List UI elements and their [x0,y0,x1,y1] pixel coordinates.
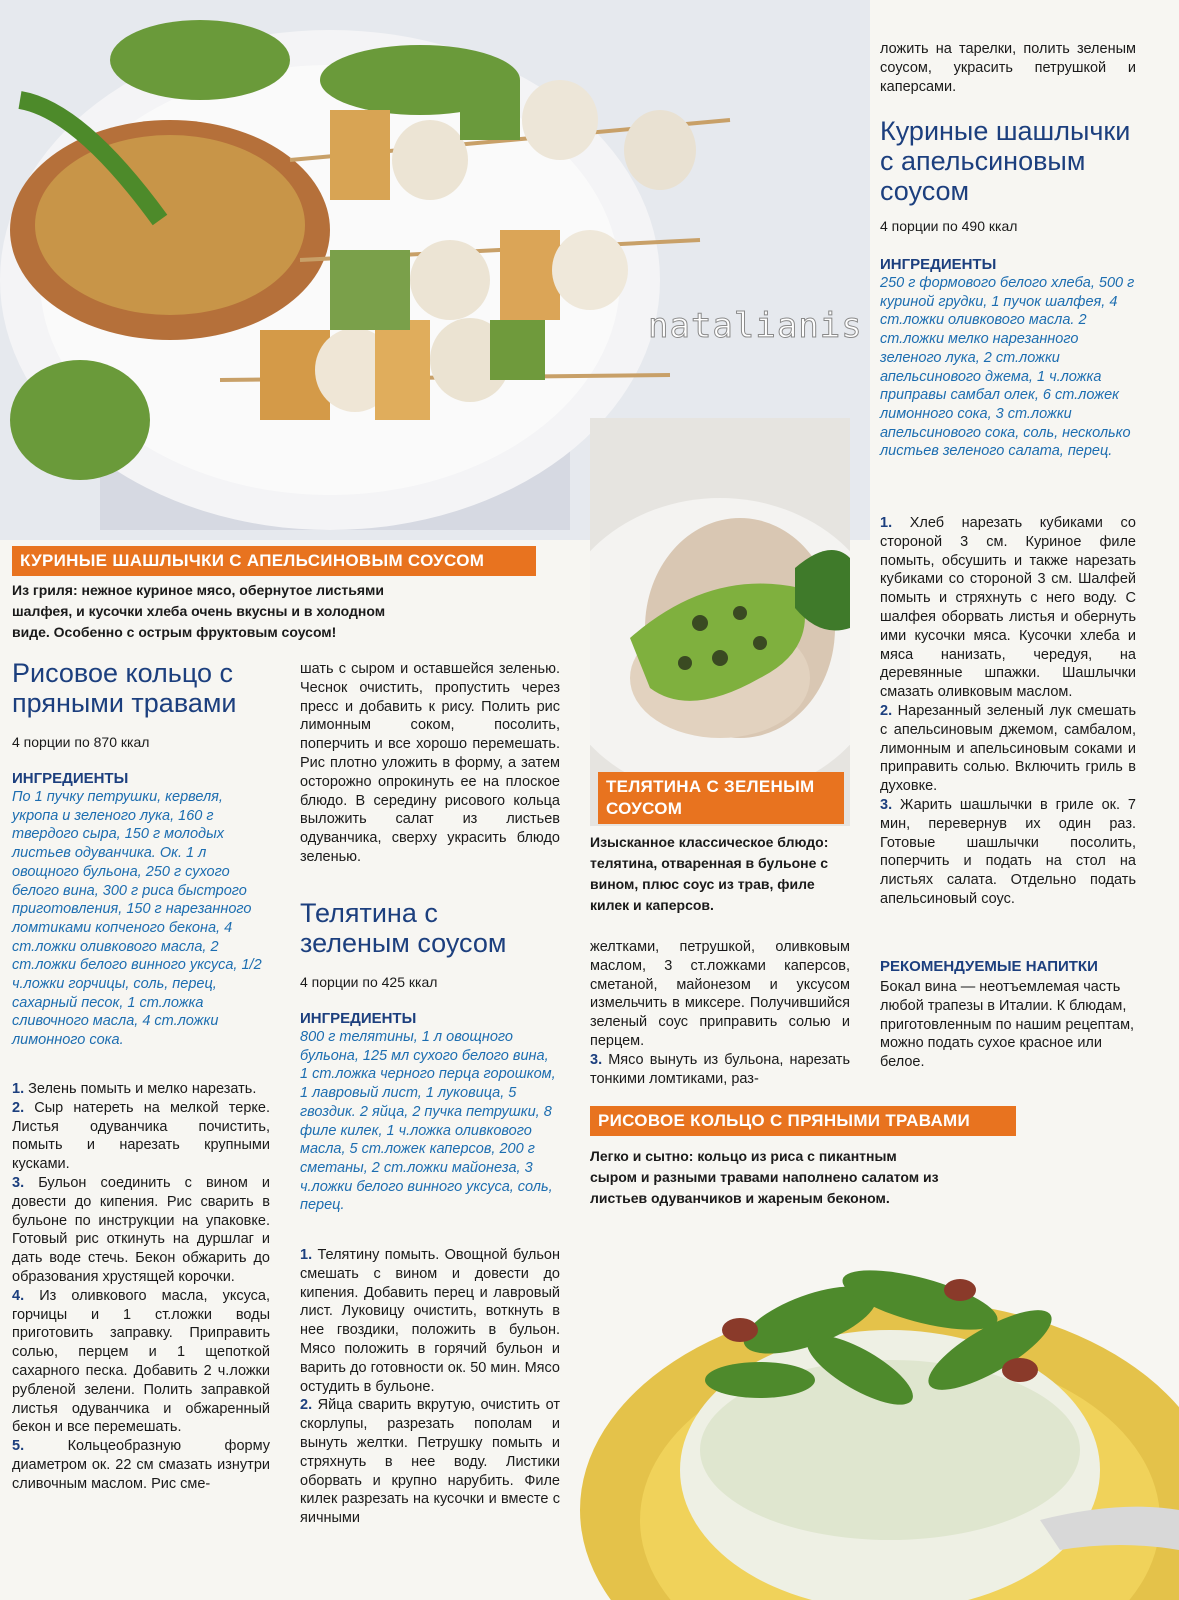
recipe1-title: Куриные шашлычки с апельсиновым соусом [880,116,1131,206]
recipe1-step3-num: 3. [880,796,893,813]
recipe3-continuation [590,938,850,1088]
recipe3-title: Телятина с зеленым соусом [300,898,507,958]
recipe3-step2: Яйца сварить вкрутую, очистить от скорлупы, разрезать пополам и вынуть желтки. Петрушку помыть и стряхнуть в нее воду. Листики оборвать и крупно нарубить. Филе килек разрезать на кусочки и вместе с яичными [300,1397,560,1527]
recipe1-steps [880,514,1136,909]
recipe3-step2-num: 2. [300,1397,313,1414]
recipe3-step1-num: 1. [300,1247,313,1263]
recipe2-portions: 4 порции по 870 ккал [12,734,150,750]
recipe2-title: Рисовое кольцо с пряными травами [12,658,237,718]
recipe3-step3-num: 3. [590,1051,603,1068]
recipe2-lead: Легко и сытно: кольцо из риса с пикантным сыром и разными травами наполнено салатом из листьев одуванчиков и жареным беконом. [590,1148,939,1206]
recipe1-portions: 4 порции по 490 ккал [880,218,1018,234]
drinks-text: Бокал вина — неотъемлемая часть любой трапезы в Италии. К блюдам, приготовленным по нашим рецептам, можно подать сухое красное или белое. [880,979,1135,1071]
recipe2-ingredients-heading: ИНГРЕДИЕНТЫ [12,770,129,787]
recipe2-step2-num: 2. [12,1099,25,1116]
recipe1-step1-num: 1. [880,515,893,531]
recipe1-lead: Из гриля: нежное куриное мясо, обернутое листьями шалфея, и кусочки хлеба очень вкусны и в холодном виде. Особенно с острым фруктовым соусом! [12,582,386,640]
veal-photo [590,418,850,826]
recipe3-lead: Изысканное классическое блюдо: телятина, отваренная в бульоне с вином, плюс соус из трав, филе килек и каперсов. [590,834,829,913]
col2-top-text: шать с сыром и оставшейся зеленью. Чеснок очистить, пропустить через пресс и добавить к рису. Полить рис лимонным соком, посолить, поперчить и все хорошо перемешать. Рис плотно уложить в форму, а затем осторожно опрокинуть ее на плоское блюдо. В середину рисового кольца выложить салат из листьев одуванчика, сверху украсить блюдо зеленью. [300,661,560,865]
recipe2-steps [12,1080,270,1494]
watermark: natalianis [648,306,863,346]
recipe2-banner: РИСОВОЕ КОЛЬЦО С ПРЯНЫМИ ТРАВАМИ [590,1106,1016,1136]
recipe2-step3: Бульон соединить с вином и довести до кипения. Рис сварить в бульоне по инструкции на упаковке. Готовый рис откинуть на дуршлаг и дать воде стечь. Бекон обжарить до образования хрустящей корочки. [12,1174,271,1285]
rice-ring-photo [560,1220,1179,1600]
recipe2-step3-num: 3. [12,1174,25,1191]
recipe2-step5-num: 5. [12,1438,25,1455]
recipe1-step3: Жарить шашлычки в гриле ок. 7 мин, перевернув их один раз. Готовые шашлычки посолить, поперчить и подать на стол на листьях салата. Отдельно подать апельсиновый соус. [880,796,1136,907]
recipe3-ingredients-heading: ИНГРЕДИЕНТЫ [300,1010,417,1027]
recipe3-sauce-text: желтками, петрушкой, оливковым маслом, 3 ст.ложками каперсов, сметаной, майонезом и уксусом измельчить в миксере. Получившийся зеленый соус приправить солью и перцем. [590,939,850,1049]
recipe1-step1: Хлеб нарезать кубиками со стороной 3 см. Куриное филе помыть, обсушить и также нарезать кубиками со стороной 3 см. Шалфей помыть и стряхнуть с него воду. С шалфея оборвать листья и обернуть ими кусочки мяса. Кусочки хлеба и мяса нанизать, чередуя, на деревянные шпажки. Шашлычки смазать оливковым маслом. [880,515,1136,701]
recipe3-step1: Телятину помыть. Овощной бульон смешать с вином и довести до кипения. Добавить перец и лавровый лист. Луковицу очистить, воткнуть в нее гвоздики, положить в бульон. Мясо положить в горячий бульон и варить до готовности ок. 50 мин. Мясо остудить в бульоне. [300,1247,561,1395]
recipe2-step4-num: 4. [12,1287,25,1304]
recipe1-ingredients-heading: ИНГРЕДИЕНТЫ [880,256,997,273]
col3-top-text: ложить на тарелки, полить зеленым соусом, украсить петрушкой и каперсами. [880,41,1136,95]
recipe2-ingredients: По 1 пучку петрушки, кервеля, укропа и зеленого лука, 160 г твердого сыра, 150 г молодых листьев одуванчика. Ок. 1 л овощного бульона, 250 г сухого белого вина, 300 г риса быстрого приготовления, 150 г нарезанного ломтиками копченого бекона, 4 ст.ложки оливкового масла, 2 ст.ложки белого винного уксуса, 1/2 ч.ложки горчицы, соль, перец, сахарный песок, 1 ст.ложка сливочного масла, 4 ст.ложки лимонного сока. [12,789,262,1049]
drinks-heading: РЕКОМЕНДУЕМЫЕ НАПИТКИ [880,958,1098,975]
recipe3-step3: Мясо вынуть из бульона, нарезать тонкими ломтиками, раз- [590,1051,850,1087]
recipe1-banner: КУРИНЫЕ ШАШЛЫЧКИ С АПЕЛЬСИНОВЫМ СОУСОМ [12,546,536,576]
recipe3-portions: 4 порции по 425 ккал [300,974,438,990]
recipe1-ingredients: 250 г формового белого хлеба, 500 г куриной грудки, 1 пучок шалфея, 4 ст.ложки оливкового масла. 2 ст.ложки мелко нарезанного зеленого лука, 2 ст.ложки апельсинового джема, 1 ч.ложка приправы самбал олек, 6 ст.ложек лимонного сока, 3 ст.ложки апельсинового сока, соль, несколько листьев зеленого салата, перец. [880,275,1135,460]
recipe3-steps [300,1246,560,1528]
recipe2-step5: Кольцеобразную форму диаметром ок. 22 см смазать изнутри сливочным маслом. Рис сме- [12,1438,270,1492]
recipe1-step2-num: 2. [880,702,893,719]
recipe2-step1: Зелень помыть и мелко нарезать. [28,1081,257,1097]
recipe2-step4: Из оливкового масла, уксуса, горчицы и 1 ст.ложки воды приготовить заправку. Приправить солью, перцем и 1 щепоткой сахарного песка. Добавить 2 ч.ложки рубленой зелени. Полить заправкой листья одуванчика и обжаренный бекон и все перемешать. [12,1287,270,1436]
recipe3-banner: ТЕЛЯТИНА С ЗЕЛЕНЫМ СОУСОМ [598,772,844,824]
recipe2-step1-num: 1. [12,1081,25,1097]
recipe3-ingredients: 800 г телятины, 1 л овощного бульона, 125 мл сухого белого вина, 1 ст.ложка черного перца горошком, 1 лавровый лист, 1 луковица, 5 гвоздик. 2 яйца, 2 пучка петрушки, 8 филе килек, 1 ч.ложка оливкового масла, 5 ст.ложек каперсов, 200 г сметаны, 2 ст.ложки майонеза, 3 ч.ложки белого винного уксуса, соль, перец. [300,1029,556,1214]
recipe1-step2: Нарезанный зеленый лук смешать с апельсиновым джемом, самбалом, лимонным и апельсиновым соками и приправить солью. Включить гриль в духовке. [880,702,1137,795]
recipe2-step2: Сыр натереть на мелкой терке. Листья одуванчика почистить, помыть и нарезать крупными кусками. [12,1099,270,1173]
